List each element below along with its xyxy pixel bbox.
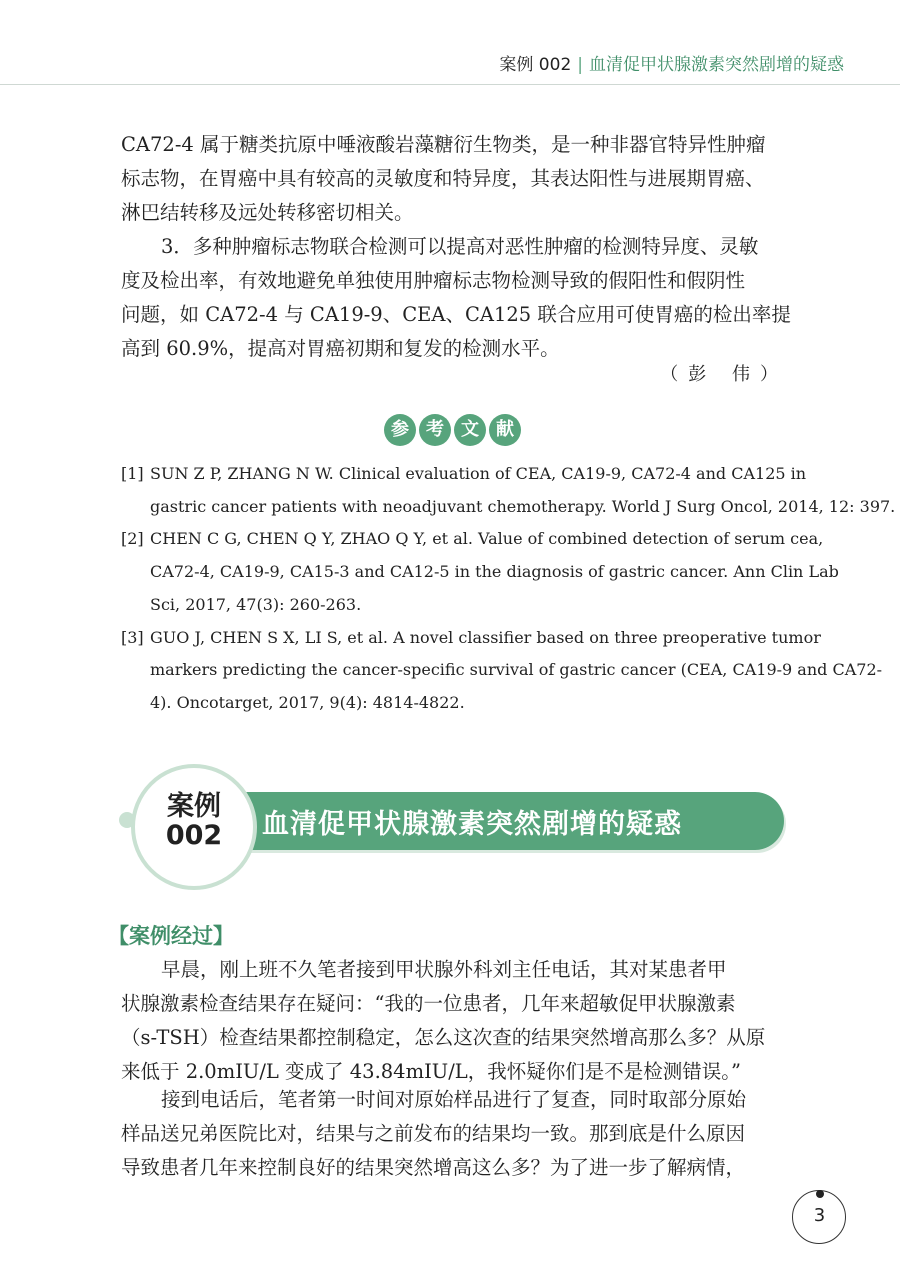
- text-line: 淋巴结转移及远处转移密切相关。: [121, 201, 414, 224]
- text-line: 3．多种肿瘤标志物联合检测可以提高对恶性肿瘤的检测特异度、灵敏: [161, 235, 759, 258]
- case-title: 血清促甲状腺激素突然剧增的疑惑: [262, 809, 682, 840]
- text-line: 导致患者几年来控制良好的结果突然增高这么多？为了进一步了解病情，: [121, 1156, 746, 1179]
- paragraph-ca72-4: [121, 128, 784, 230]
- reference-line: Sci, 2017, 47(3): 260-263.: [150, 594, 362, 614]
- text-line: 来低于 2.0mIU/L 变成了 43.84mIU/L，我怀疑你们是不是检测错误。”: [121, 1060, 741, 1083]
- text-line: 接到电话后，笔者第一时间对原始样品进行了复查，同时取部分原始: [161, 1088, 747, 1111]
- running-header-separator: |: [577, 55, 583, 75]
- text-line: 问题，如 CA72-4 与 CA19-9、CEA、CA125 联合应用可使胃癌的检出率提: [121, 303, 791, 326]
- paragraph-combined-detection: [121, 230, 791, 366]
- references-title-char: 考: [419, 414, 451, 446]
- text-line: 状腺激素检查结果存在疑问：“我的一位患者，几年来超敏促甲状腺激素: [121, 992, 736, 1015]
- reference-line: CHEN C G, CHEN Q Y, ZHAO Q Y, et al. Value of combined detection of serum cea,: [150, 529, 824, 549]
- text-line: 标志物，在胃癌中具有较高的灵敏度和特异度，其表达阳性与进展期胃癌、: [121, 167, 765, 190]
- case-badge-label: 案例: [167, 791, 221, 822]
- reference-line: gastric cancer patients with neoadjuvant chemotherapy. World J Surg Oncol, 2014, 12: 397.: [150, 496, 896, 516]
- reference-number: [2]: [121, 529, 144, 549]
- text-line: CA72-4 属于糖类抗原中唾液酸岩藻糖衍生物类，是一种非器官特异性肿瘤: [121, 133, 766, 156]
- case-badge-number: 002: [165, 820, 223, 851]
- text-line: 高到 60.9%，提高对胃癌初期和复发的检测水平。: [121, 337, 560, 360]
- page-number: 3: [813, 1205, 826, 1226]
- reference-number: [3]: [121, 627, 144, 647]
- references-title-char: 献: [489, 414, 521, 446]
- reference-item: [121, 458, 896, 523]
- reference-line: markers predicting the cancer-specific survival of gastric cancer (CEA, CA19-9 and CA72-: [150, 660, 883, 680]
- text-line: 样品送兄弟医院比对，结果与之前发布的结果均一致。那到底是什么原因: [121, 1122, 746, 1145]
- reference-line: 4). Oncotarget, 2017, 9(4): 4814-4822.: [150, 692, 465, 712]
- reference-line: GUO J, CHEN S X, LI S, et al. A novel classifier based on three preoperative tumor: [150, 627, 821, 647]
- header-divider: [0, 84, 900, 85]
- paragraph-case-story-2: [121, 1083, 784, 1185]
- reference-number: [1]: [121, 464, 144, 483]
- running-header-title: 血清促甲状腺激素突然剧增的疑惑: [589, 55, 844, 75]
- text-line: （s-TSH）检查结果都控制稳定，怎么这次查的结果突然增高那么多？从原: [121, 1026, 766, 1049]
- running-header-case: 案例 002: [499, 55, 572, 75]
- author-signature: （彭 伟）: [660, 364, 788, 385]
- references-title-char: 参: [384, 414, 416, 446]
- reference-item: [121, 523, 839, 621]
- references-list: [121, 458, 896, 720]
- references-title: [384, 414, 521, 446]
- paragraph-case-story-1: [121, 953, 784, 1089]
- page-number-dot: [816, 1190, 824, 1198]
- running-header: [499, 50, 844, 75]
- section-heading: 【案例经过】: [108, 924, 234, 948]
- text-line: 度及检出率，有效地避免单独使用肿瘤标志物检测导致的假阳性和假阴性: [121, 269, 746, 292]
- reference-item: [121, 622, 883, 720]
- text-line: 早晨，刚上班不久笔者接到甲状腺外科刘主任电话，其对某患者甲: [161, 958, 727, 981]
- reference-line: CA72-4, CA19-9, CA15-3 and CA12-5 in the diagnosis of gastric cancer. Ann Clin Lab: [150, 562, 839, 582]
- references-title-char: 文: [454, 414, 486, 446]
- reference-line: SUN Z P, ZHANG N W. Clinical evaluation of CEA, CA19-9, CA72-4 and CA125 in: [150, 464, 807, 483]
